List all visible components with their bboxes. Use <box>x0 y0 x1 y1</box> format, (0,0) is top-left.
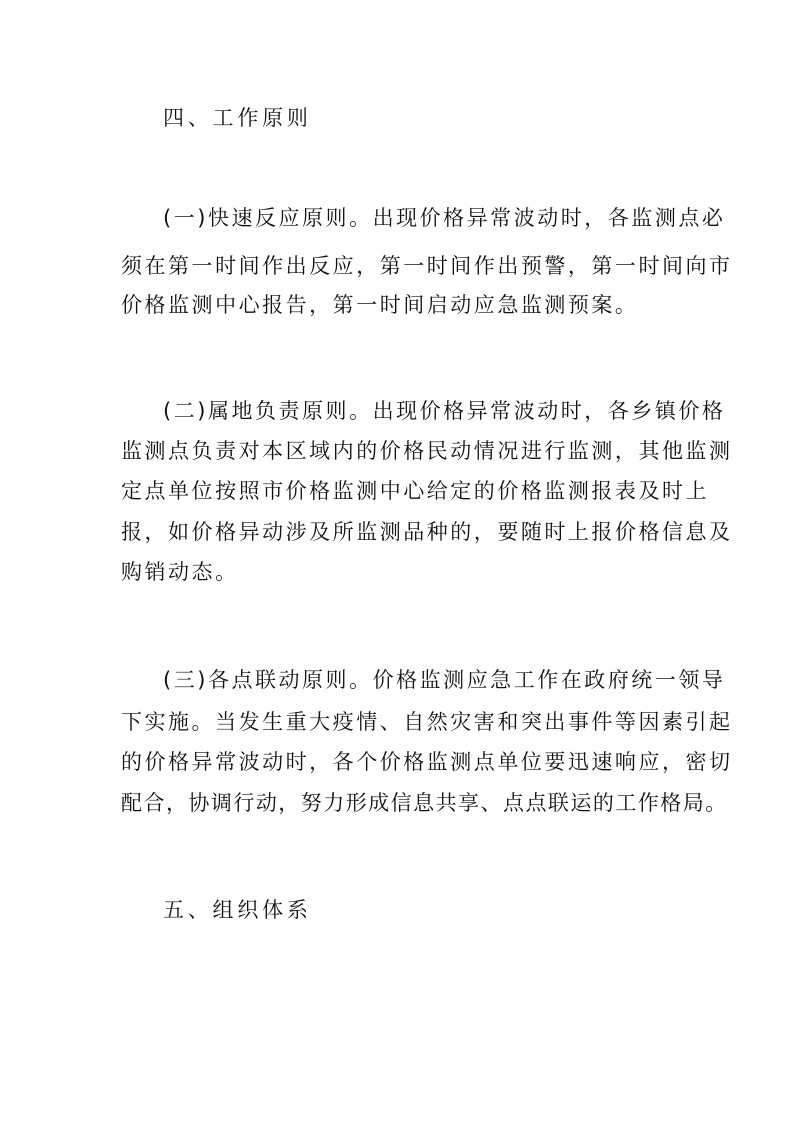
paragraph-line: 配合，协调行动，努力形成信息共享、点点联运的工作格局。 <box>121 791 728 815</box>
section-heading-principles: 四、工作原则 <box>163 106 312 130</box>
paragraph-line: (三)各点联动原则。价格监测应急工作在政府统一领导 <box>163 668 726 692</box>
paragraph-line: (二)属地负责原则。出现价格异常波动时，各乡镇价格 <box>163 399 726 423</box>
paragraph-line: 监测点负责对本区域内的价格民动情况进行监测，其他监测 <box>121 439 733 463</box>
paragraph-line: 须在第一时间作出反应，第一时间作出预警，第一时间向市 <box>121 254 733 278</box>
paragraph-line: (一)快速反应原则。出现价格异常波动时，各监测点必 <box>163 206 726 230</box>
paragraph-line: 购销动态。 <box>121 560 239 584</box>
paragraph-line: 价格监测中心报告，第一时间启动应急监测预案。 <box>121 293 639 317</box>
paragraph-line: 的价格异常波动时，各个价格监测点单位要迅速响应，密切 <box>121 750 733 774</box>
paragraph-line: 下实施。当发生重大疫情、自然灾害和突出事件等因素引起 <box>121 710 733 734</box>
paragraph-line: 报，如价格异动涉及所监测品种的，要随时上报价格信息及 <box>121 520 733 544</box>
section-heading-organization: 五、组织体系 <box>163 898 312 922</box>
paragraph-line: 定点单位按照市价格监测中心给定的价格监测报表及时上 <box>121 479 709 503</box>
